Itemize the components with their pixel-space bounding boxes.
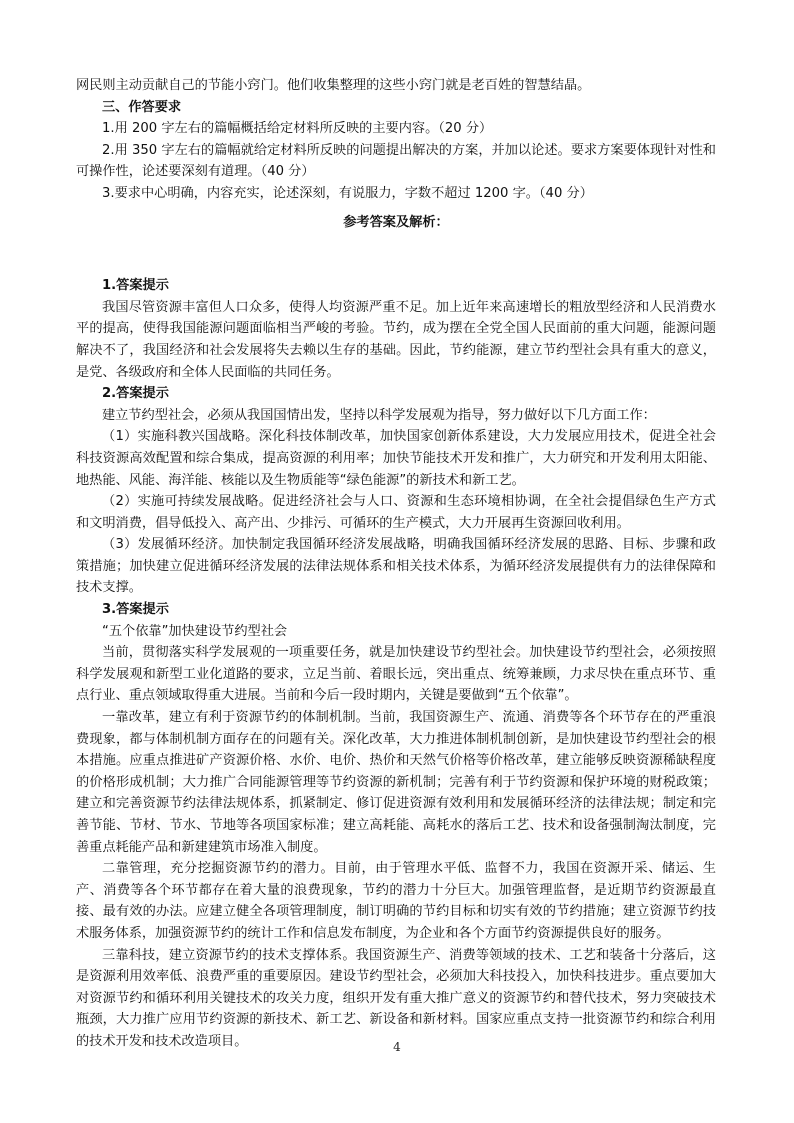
- requirement-item-1: 1.用 200 字左右的篇幅概括给定材料所反映的主要内容。（20 分）: [102, 121, 493, 137]
- page-content: [76, 75, 716, 1053]
- answer-1-text: 我国尽管资源丰富但人口众多，使得人均资源严重不足。加上近年来高速增长的粗放型经济和人民消费水平的提高，使得我国能源问题面临相当严峻的考验。节约，成为摆在全党全国人民面前的重大问题，能源问题解决不了，我国经济和社会发展将失去赖以生存的基础。因此，节约能源，建立节约型社会具有重大的意义，是党、各级政府和全体人民面临的共同任务。: [76, 299, 716, 380]
- answer-2-point-3: （3）发展循环经济。加快制定我国循环经济发展战略，明确我国循环经济发展的思路、目标、步骤和政策措施；加快建立促进循环经济发展的法律法规体系和相关技术体系，为循环经济发展提供有力的法律保障和技术支撑。: [76, 537, 716, 596]
- page-number: 4: [393, 1040, 401, 1054]
- answer-3-paragraph-1: 当前，贯彻落实科学发展观的一项重要任务，就是加快建设节约型社会。加快建设节约型社会，必须按照科学发展观和新型工业化道路的要求，立足当前、着眼长远，突出重点、统筹兼顾，力求尽快在重点环节、重点行业、重点领域取得重大进展。当前和今后一段时期内，关键是要做到“五个依靠”。: [76, 645, 716, 704]
- answer-2-intro: 建立节约型社会，必须从我国国情出发，坚持以科学发展观为指导，努力做好以下几方面工作：: [102, 407, 656, 423]
- answer-3-paragraph-2: 一靠改革，建立有利于资源节约的体制机制。当前，我国资源生产、流通、消费等各个环节存在的严重浪费现象，都与体制机制方面存在的问题有关。深化改革，大力推进体制机制创新，是加快建设节约型社会的根本措施。应重点推进矿产资源价格、水价、电价、热价和天然气价格等价格改革，建立能够反映资源稀缺程度的价格形成机制；大力推广合同能源管理等节约资源的新机制；完善有利于节约资源和保护环境的财税政策；建立和完善资源节约法律法规体系，抓紧制定、修订促进资源有效利用和发展循环经济的法律法规；制定和完善节能、节材、节水、节地等各项国家标准；建立高耗能、高耗水的落后工艺、技术和设备强制淘汰制度，完善重点耗能产品和新建建筑市场准入制度。: [76, 710, 716, 855]
- answer-1-heading: 1.答案提示: [102, 278, 169, 294]
- requirements-heading: 三、作答要求: [102, 99, 182, 115]
- answer-3-subtitle: “五个依靠”加快建设节约型社会: [102, 623, 288, 639]
- answers-title: 参考答案及解析：: [343, 214, 449, 230]
- requirement-item-2: 2.用 350 字左右的篇幅就给定材料所反映的问题提出解决的方案，并加以论述。要求方案要体现针对性和可操作性，论述要深刻有道理。（40 分）: [76, 142, 716, 180]
- answer-3-paragraph-4: 三靠科技，建立资源节约的技术支撑体系。我国资源生产、消费等领域的技术、工艺和装备十分落后，这是资源利用效率低、浪费严重的重要原因。建设节约型社会，必须加大科技投入，加快科技进步。重点要加大对资源节约和循环利用关键技术的攻关力度，组织开发有重大推广意义的资源节约和替代技术，努力突破技术瓶颈，大力推广应用节约资源的新技术、新工艺、新设备和新材料。国家应重点支持一批资源节约和综合利用的技术开发和技术改造项目。: [76, 947, 716, 1049]
- answer-2-point-1: （1）实施科教兴国战略。深化科技体制改革，加快国家创新体系建设，大力发展应用技术，促进全社会科技资源高效配置和综合集成，提高资源的利用率；加快节能技术开发和推广，大力研究和开发利用太阳能、地热能、风能、海洋能、核能以及生物质能等“绿色能源”的新技术和新工艺。: [76, 429, 716, 488]
- requirement-item-3: 3.要求中心明确，内容充实，论述深刻，有说服力，字数不超过 1200 字。（40 分）: [102, 185, 593, 201]
- answer-2-point-2: （2）实施可持续发展战略。促进经济社会与人口、资源和生态环境相协调，在全社会提倡绿色生产方式和文明消费，倡导低投入、高产出、少排污、可循环的生产模式，大力开展再生资源回收利用。: [76, 494, 716, 531]
- answer-2-heading: 2.答案提示: [102, 386, 169, 402]
- intro-line: 网民则主动贡献自己的节能小窍门。他们收集整理的这些小窍门就是老百姓的智慧结晶。: [76, 78, 591, 93]
- answer-3-paragraph-3: 二靠管理，充分挖掘资源节约的潜力。目前，由于管理水平低、监督不力，我国在资源开采、储运、生产、消费等各个环节都存在着大量的浪费现象，节约的潜力十分巨大。加强管理监督，是近期节约资源最直接、最有效的办法。应建立健全各项管理制度，制订明确的节约目标和切实有效的节约措施；建立资源节约技术服务体系，加强资源节约的统计工作和信息发布制度，为企业和各个方面节约资源提供良好的服务。: [76, 861, 716, 941]
- answer-3-heading: 3.答案提示: [102, 602, 169, 618]
